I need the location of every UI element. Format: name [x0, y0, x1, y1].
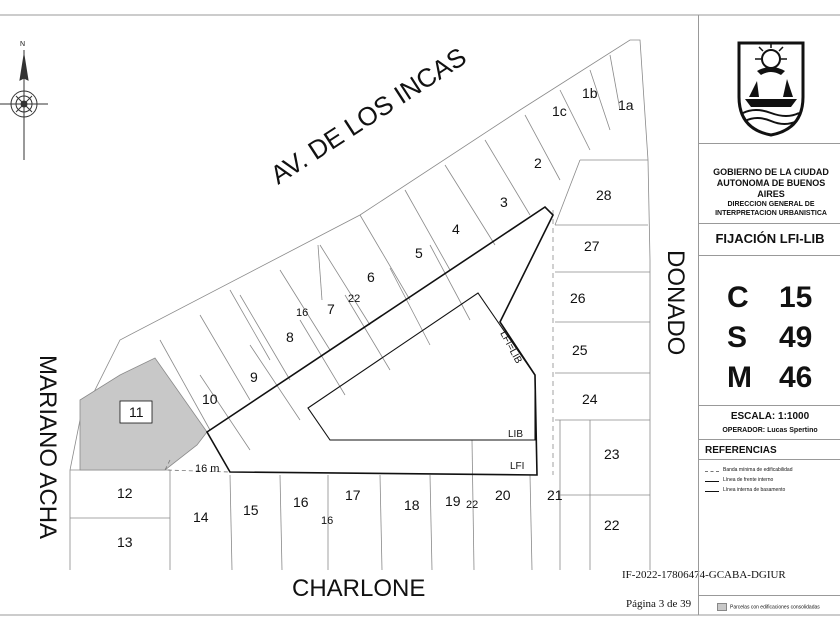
street-av-de-los-incas: AV. DE LOS INCAS [264, 41, 472, 191]
c-value: 15 [779, 281, 813, 314]
legend-label: Línea interna de basamento [723, 487, 786, 493]
lot-label: 13 [117, 534, 133, 550]
operator-label: OPERADOR: Lucas Spertino [722, 427, 818, 434]
separator [699, 143, 840, 144]
street-mariano-acha: MARIANO ACHA [34, 355, 61, 540]
lot-label: 21 [547, 487, 563, 503]
separator [699, 223, 840, 224]
separator [699, 459, 840, 460]
legend-label: Línea de frente interno [723, 477, 774, 483]
separator [699, 405, 840, 406]
dimension-label: 16 [296, 307, 309, 319]
dimension-label: 16 [321, 515, 334, 527]
legend-item [705, 477, 839, 487]
street-donado: DONADO [662, 250, 689, 356]
legend-item [705, 467, 839, 477]
lot-label: 24 [582, 391, 598, 407]
lot-label: 15 [243, 502, 259, 518]
lot-label: 3 [500, 194, 508, 210]
city-coat-of-arms-icon [735, 37, 807, 137]
m-value: 46 [779, 361, 813, 394]
lot-label: 7 [327, 301, 335, 317]
gov-line-2: AUTONOMA DE BUENOS AIRES [716, 178, 826, 199]
gray-legend-label: Parcelas con edificaciones consolidadas [730, 604, 820, 611]
s-value: 49 [779, 321, 813, 354]
lot-label: 8 [286, 329, 294, 345]
lot-label: 1a [618, 97, 634, 113]
lot-label: 18 [404, 497, 420, 513]
lot-label: 19 [445, 493, 461, 509]
line-label-lib: LIB [508, 429, 524, 440]
fijacion-title: FIJACIÓN LFI-LIB [715, 231, 825, 246]
lot-label: 27 [584, 238, 600, 254]
lot-label: 23 [604, 446, 620, 462]
document-id: IF-2022-17806474-GCABA-DGIUR [622, 569, 786, 581]
s-label: S [727, 321, 748, 354]
lot-label: 11 [129, 404, 144, 420]
dimension-label: 22 [348, 293, 361, 305]
compass-rose-icon [0, 50, 48, 160]
dimension-label: 22 [466, 499, 479, 511]
m-label: M [727, 361, 752, 394]
gov-line-1: GOBIERNO DE LA CIUDAD [713, 167, 829, 177]
lot-label: 1b [582, 85, 598, 101]
dept-line-2: INTERPRETACION URBANISTICA [715, 210, 827, 217]
separator [699, 255, 840, 256]
lot-label: 22 [604, 517, 620, 533]
lot-label: 4 [452, 221, 460, 237]
solid-line-swatch [705, 481, 719, 482]
lot-label: 26 [570, 290, 586, 306]
legend-item [705, 487, 839, 497]
dept-line-1: DIRECCION GENERAL DE [727, 201, 815, 208]
lot-label: 25 [572, 342, 588, 358]
street-charlone: CHARLONE [292, 575, 426, 602]
dashed-line-swatch [705, 471, 719, 472]
c-label: C [727, 281, 749, 314]
lot-label: 28 [596, 187, 612, 203]
government-heading [703, 167, 839, 218]
lot-label: 10 [202, 391, 218, 407]
gray-parcel-legend [717, 603, 820, 611]
lot-label: 6 [367, 269, 375, 285]
circunscripcion-row [727, 281, 837, 315]
compass-north-label: N [20, 41, 26, 48]
lot-label: 20 [495, 487, 511, 503]
lot-label: 9 [250, 369, 258, 385]
lot-label: 12 [117, 485, 133, 501]
legend-label: Banda mínima de edificabilidad [723, 467, 793, 473]
lot-label: 2 [534, 155, 542, 171]
lot-label: 17 [345, 487, 361, 503]
dimension-label: 16 m [195, 463, 220, 475]
gray-swatch [717, 603, 727, 611]
lot-label: 1c [552, 103, 567, 119]
manzana-row [727, 361, 837, 395]
lot-label: 16 [293, 494, 309, 510]
lib-boundary [308, 293, 535, 440]
lot-label: 14 [193, 509, 209, 525]
seccion-row [727, 321, 837, 355]
separator [699, 595, 840, 596]
scale-label: ESCALA: 1:1000 [730, 411, 810, 422]
separator [699, 439, 840, 440]
lot-labels [117, 85, 634, 550]
solid-line-swatch [705, 491, 719, 492]
lot-label: 5 [415, 245, 423, 261]
line-label-lfi-lib: LFI=LIB [497, 329, 524, 366]
page-number: Página 3 de 39 [626, 598, 692, 610]
title-block [698, 15, 840, 615]
references-heading: REFERENCIAS [705, 445, 777, 456]
line-label-lfi: LFI [510, 461, 525, 472]
